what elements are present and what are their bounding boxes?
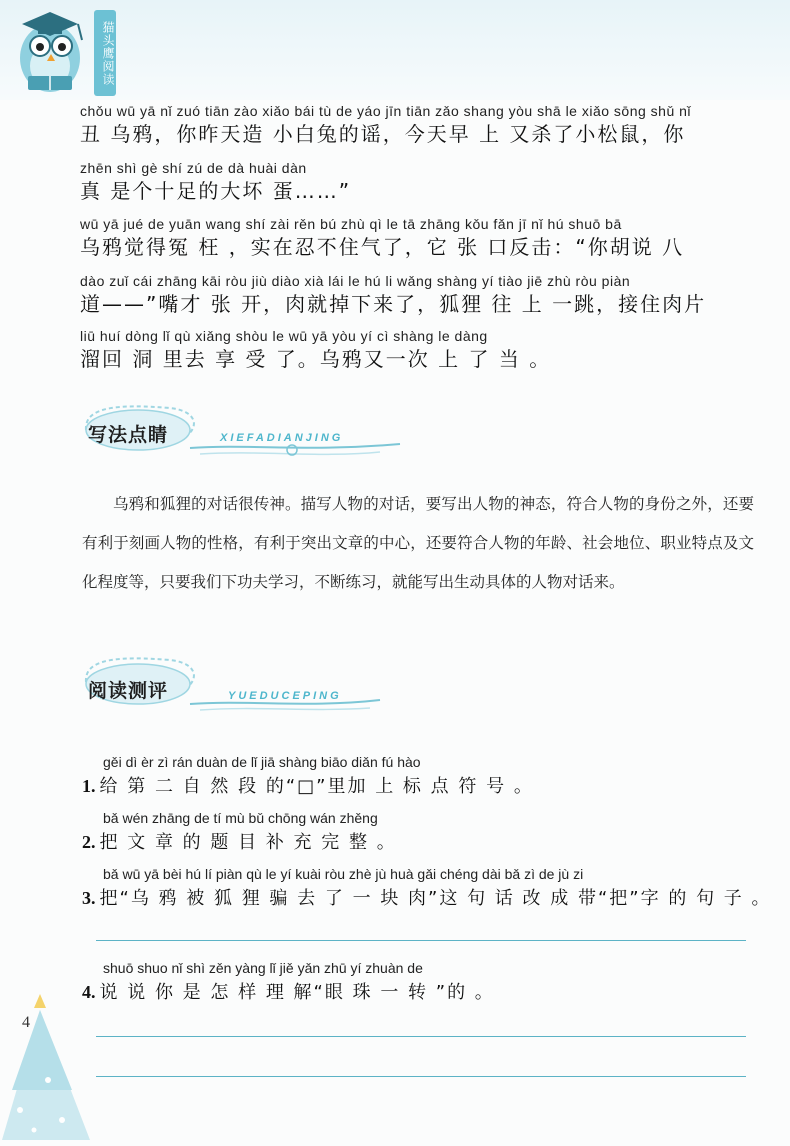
story-line-5-text: 溜回 洞 里去 享 受 了。乌鸦又一次 上 了 当 。 [80,347,552,371]
owl-mascot-icon [8,6,94,98]
question-3-number: 3. [82,888,96,908]
reading-test-banner [80,652,420,716]
question-1-pinyin: gěi dì èr zì rán duàn de lǐ jiā shàng biāo diǎn fú hào [103,754,421,770]
question-4-pinyin: shuō shuo nǐ shì zěn yàng lǐ jiě yǎn zhū yí zhuàn de [103,960,423,976]
story-line-3-text: 乌鸦觉得冤 枉 ，实在忍不住气了，它 张 口反击：“你胡说 八 [80,235,685,259]
header-band [0,0,790,100]
writing-tip-subtitle: XIEFADIANJING [220,432,344,444]
story-line-1-text: 丑 乌鸦，你昨天造 小白兔的谣，今天早 上 又杀了小松鼠，你 [80,122,686,146]
writing-tip-title: 写法点睛 [88,424,169,446]
story-line-4-pinyin: dào zuǐ cái zhāng kāi ròu jiù diào xià lái le hú li wǎng shàng yí tiào jiē zhù ròu piàn [80,273,631,289]
writing-tip-paragraph: 乌鸦和狐狸的对话很传神。描写人物的对话，要写出人物的神态，符合人物的身份之外，还要有利于刻画人物的性格，有利于突出文章的中心，还要符合人物的年龄、社会地位、职业特点及文化程度等，只要我们下功夫学习，不断练习，就能写出生动具体的人物对话来。 [82,495,754,591]
question-1 [82,772,534,798]
reading-test-subtitle: YUEDUCEPING [228,690,342,702]
story-line-2-pinyin: zhēn shì gè shí zú de dà huài dàn [80,160,307,176]
question-4-number: 4. [82,982,96,1002]
answer-line-q4-1[interactable] [96,1036,746,1037]
page-number: 4 [22,1014,30,1031]
question-3 [82,884,772,910]
owl-logo [8,6,118,98]
question-2-text: 把 文 章 的 题 目 补 充 完 整 。 [99,832,397,853]
story-line-5-pinyin: liū huí dòng lǐ qù xiǎng shòu le wū yā yòu yí cì shàng le dàng [80,328,488,344]
snowy-tree-icon [0,990,110,1146]
question-4 [82,978,495,1004]
writing-tip-banner [80,400,420,464]
question-1-number: 1. [82,776,96,796]
question-2 [82,828,397,854]
question-1-text: 给 第 二 自 然 段 的“□”里加 上 标 点 符 号 。 [99,776,534,797]
story-line-4-text: 道——”嘴才 张 开，肉就掉下来了，狐狸 往 上 一跳，接住肉片 [80,292,707,316]
question-4-text: 说 说 你 是 怎 样 理 解“眼 珠 一 转 ”的 。 [99,982,495,1003]
question-2-pinyin: bǎ wén zhāng de tí mù bǔ chōng wán zhěng [103,810,378,826]
story-line-1-pinyin: chǒu wū yā nǐ zuó tiān zào xiǎo bái tù de yáo jīn tiān zǎo shang yòu shā le xiǎo sōng shǔ nǐ [80,103,692,119]
question-3-pinyin: bǎ wū yā bèi hú lí piàn qù le yí kuài ròu zhè jù huà gǎi chéng dài bǎ zì de jù zi [103,866,584,882]
question-2-number: 2. [82,832,96,852]
answer-line-q4-2[interactable] [96,1076,746,1077]
story-line-3-pinyin: wū yā jué de yuān wang shí zài rěn bú zhù qì le tā zhāng kǒu fǎn jī nǐ hú shuō bā [80,216,622,232]
answer-line-q3[interactable] [96,940,746,941]
question-3-text: 把“乌 鸦 被 狐 狸 骗 去 了 一 块 肉”这 句 话 改 成 带“把”字 的 句 子 。 [99,888,772,909]
reading-test-title: 阅读测评 [88,680,169,702]
story-line-2-text: 真 是个十足的大坏 蛋……” [80,179,352,203]
logo-tag: 猫头鹰阅读 [94,10,116,96]
